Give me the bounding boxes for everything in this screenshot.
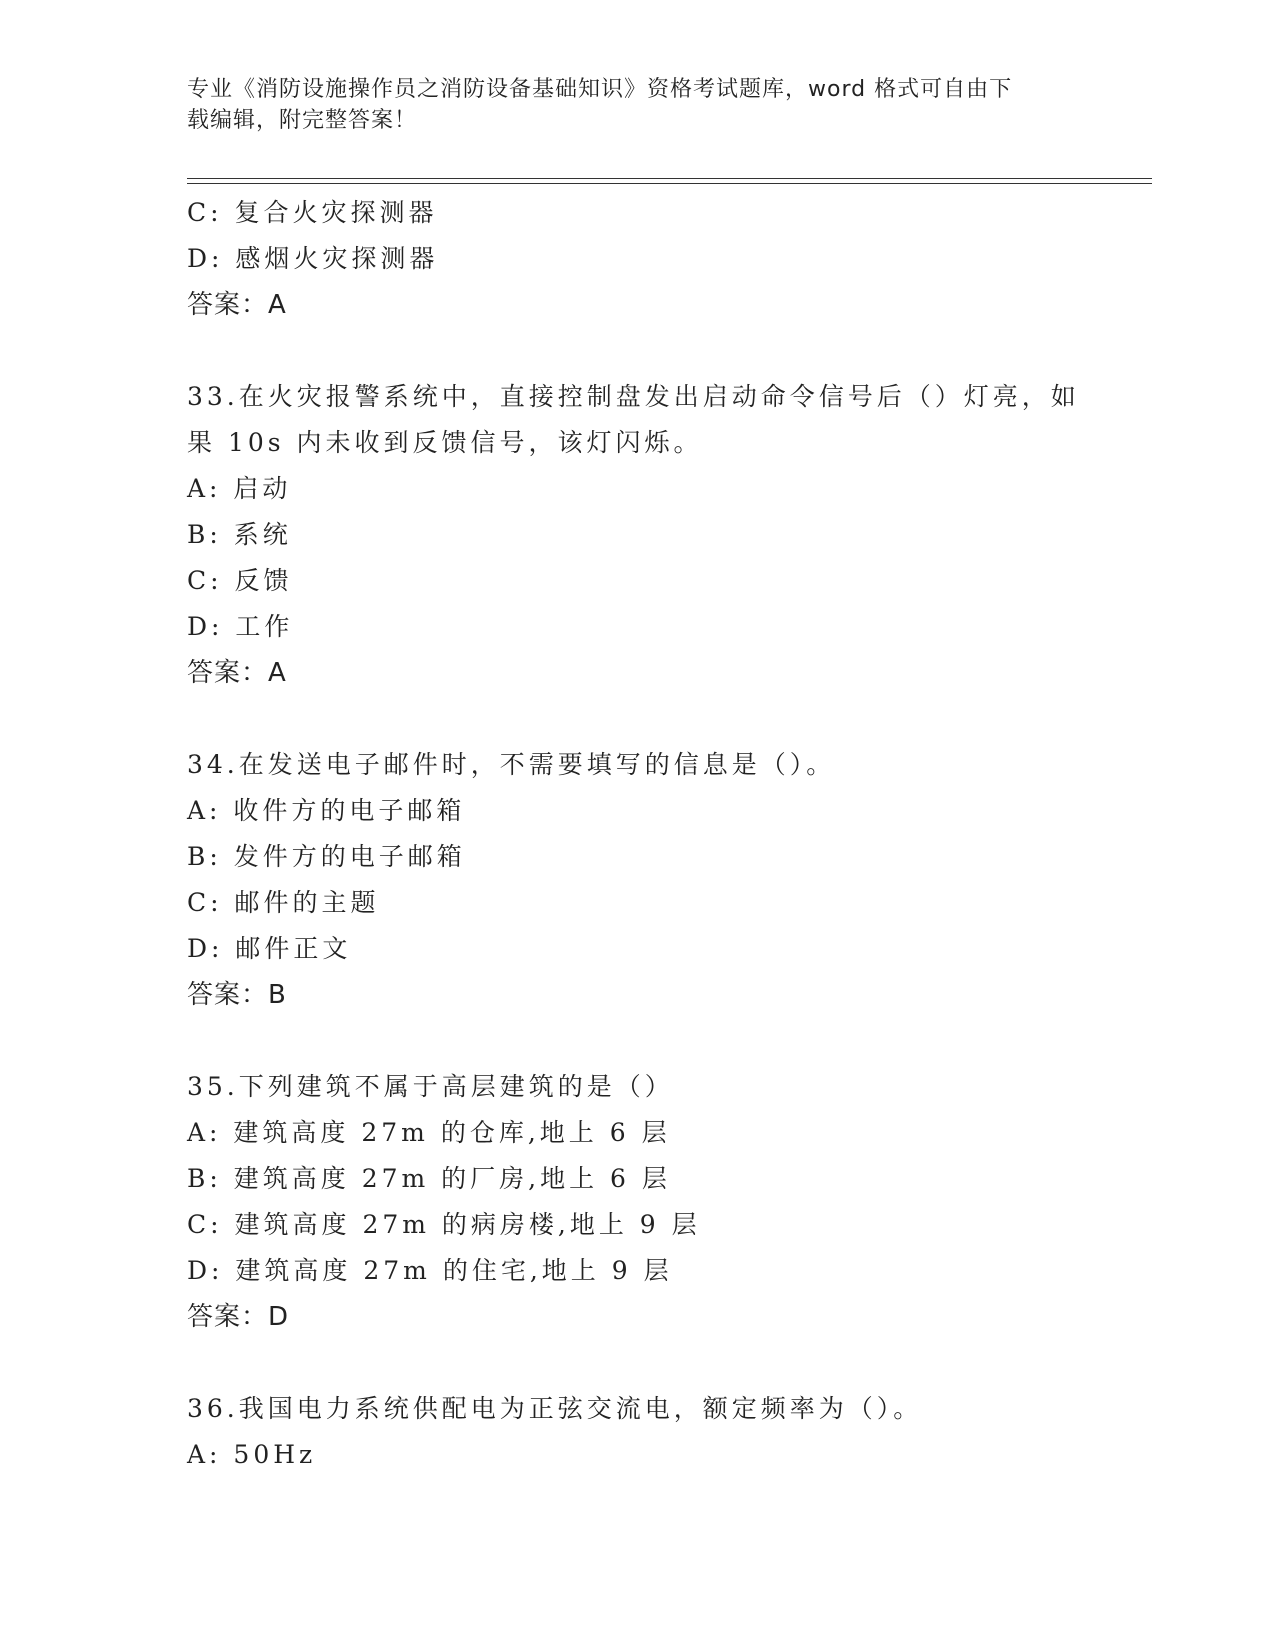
question-text-continued: 果 10s 内未收到反馈信号，该灯闪烁。 [187,428,703,457]
option-a: A: 50Hz [187,1440,317,1469]
spacer [187,1018,1107,1064]
option-c: C: 复合火灾探测器 [187,198,438,227]
option-b: B: 建筑高度 27m 的厂房,地上 6 层 [187,1164,671,1193]
spacer [187,1340,1107,1386]
option-b: B: 系统 [187,520,292,549]
question-block-32 [187,190,1107,328]
option-d: D: 邮件正文 [187,934,352,963]
header-line-2: 载编辑，附完整答案！ [187,108,418,133]
option-c: C: 建筑高度 27m 的病房楼,地上 9 层 [187,1210,701,1239]
question-text: 34.在发送电子邮件时，不需要填写的信息是（）。 [187,750,836,779]
document-header [187,74,1087,136]
question-block-36 [187,1386,1107,1478]
option-d: D: 感烟火灾探测器 [187,244,439,273]
option-a: A: 建筑高度 27m 的仓库,地上 6 层 [187,1118,671,1147]
question-list [187,190,1107,1478]
answer-line: 答案：B [187,980,287,1010]
question-text: 36.我国电力系统供配电为正弦交流电，额定频率为（）。 [187,1394,923,1423]
answer-line: 答案：A [187,658,287,688]
question-block-34 [187,742,1107,1018]
option-d: D: 工作 [187,612,294,641]
option-a: A: 启动 [187,474,292,503]
header-rule-bottom [187,183,1152,184]
option-c: C: 反馈 [187,566,293,595]
question-text: 35.下列建筑不属于高层建筑的是（） [187,1072,674,1101]
option-a: A: 收件方的电子邮箱 [187,796,466,825]
answer-line: 答案：A [187,290,287,320]
answer-line: 答案：D [187,1302,290,1332]
question-text: 33.在火灾报警系统中，直接控制盘发出启动命令信号后（）灯亮，如 [187,382,1080,411]
header-rule-top [187,178,1152,179]
option-c: C: 邮件的主题 [187,888,380,917]
option-d: D: 建筑高度 27m 的住宅,地上 9 层 [187,1256,673,1285]
question-block-35 [187,1064,1107,1340]
option-b: B: 发件方的电子邮箱 [187,842,466,871]
question-block-33 [187,374,1107,696]
spacer [187,696,1107,742]
header-line-1: 专业《消防设施操作员之消防设备基础知识》资格考试题库，word 格式可自由下 [187,77,1013,102]
spacer [187,328,1107,374]
